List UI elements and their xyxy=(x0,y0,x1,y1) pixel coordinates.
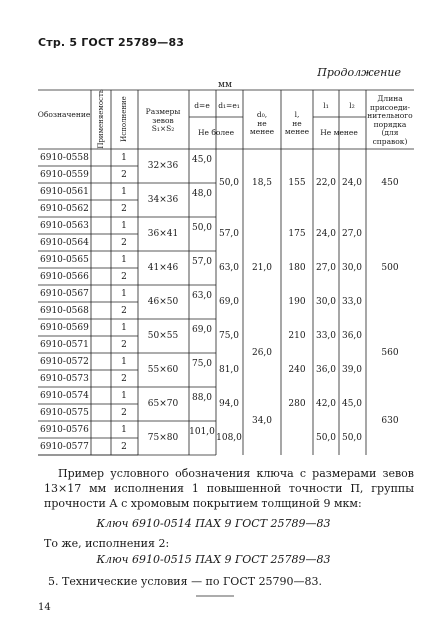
length-cell: 500 xyxy=(381,263,399,273)
table-row-code: 6910-0574 xyxy=(40,391,89,401)
l-cell: 240 xyxy=(288,365,306,375)
l1-cell: 33,0 xyxy=(315,331,337,341)
d-cell: 88,0 xyxy=(191,393,213,403)
size-cell: 50×55 xyxy=(147,331,179,341)
d-cell: 69,0 xyxy=(191,325,213,335)
l-cell: 210 xyxy=(288,331,306,341)
length-cell: 630 xyxy=(381,416,399,426)
l-merged-cell: 280 xyxy=(288,399,306,409)
d1-cell: 57,0 xyxy=(218,229,240,239)
db-cell: 18,5 xyxy=(251,178,273,188)
db-cell: 21,0 xyxy=(251,263,273,273)
d1-cell: 63,0 xyxy=(218,263,240,273)
table-row-code: 6910-0572 xyxy=(40,357,89,367)
page-number: 14 xyxy=(38,602,51,613)
d-cell: 63,0 xyxy=(191,291,213,301)
col-d1: d₁=e₁ xyxy=(218,101,240,110)
table-row-version: 2 xyxy=(121,204,127,214)
table-row-code: 6910-0559 xyxy=(40,170,89,180)
table-row-version: 1 xyxy=(121,187,127,197)
example-code-1: Ключ 6910-0514 ПАХ 9 ГОСТ 25789—83 xyxy=(96,517,331,530)
table-row-code: 6910-0569 xyxy=(40,323,89,333)
size-cell: 65×70 xyxy=(147,399,179,409)
d1-cell: 75,0 xyxy=(218,331,240,341)
table-row-version: 2 xyxy=(121,306,127,316)
table-row-code: 6910-0575 xyxy=(40,408,89,418)
example-code-2: Ключ 6910-0515 ПАХ 9 ГОСТ 25789—83 xyxy=(96,553,331,566)
table-row-code: 6910-0563 xyxy=(40,221,89,231)
d1-cell: 94,0 xyxy=(218,399,240,409)
table-row-version: 1 xyxy=(121,391,127,401)
table-row-code: 6910-0577 xyxy=(40,442,89,452)
table-row-code: 6910-0562 xyxy=(40,204,89,214)
table-row-version: 2 xyxy=(121,170,127,180)
table-row-version: 2 xyxy=(121,374,127,384)
d1-cell: 81,0 xyxy=(218,365,240,375)
col-d: d=e xyxy=(194,101,210,110)
l-cell: 180 xyxy=(288,263,306,273)
l2-cell: 30,0 xyxy=(341,263,363,273)
col-designation: Обозначение xyxy=(37,110,91,119)
col-db: d₀, не менее xyxy=(249,110,275,136)
d1-merged-cell: 50,0 xyxy=(218,178,240,188)
length-cell: 560 xyxy=(381,348,399,358)
l1-merged-cell: 22,0 xyxy=(315,178,337,188)
table-row-version: 1 xyxy=(121,425,127,435)
d-cell: 45,0 xyxy=(191,155,213,165)
table-row-version: 1 xyxy=(121,323,127,333)
col-version: Исполнение xyxy=(120,96,128,142)
d-cell: 101,0 xyxy=(189,427,215,437)
l2-cell: 27,0 xyxy=(341,229,363,239)
page-header: Стр. 5 ГОСТ 25789—83 xyxy=(38,36,185,49)
d-cell: 75,0 xyxy=(191,359,213,369)
db-cell: 34,0 xyxy=(251,416,273,426)
table-row-code: 6910-0564 xyxy=(40,238,89,248)
size-cell: 32×36 xyxy=(147,161,179,171)
col-length: Длина присоеди- нительного порядка (для справок) xyxy=(367,94,413,146)
table-row-version: 2 xyxy=(121,238,127,248)
l1-cell: 36,0 xyxy=(315,365,337,375)
table-row-version: 1 xyxy=(121,255,127,265)
col-l1: l₁ xyxy=(323,101,329,110)
l2-merged-cell: 24,0 xyxy=(341,178,363,188)
table-row-code: 6910-0571 xyxy=(40,340,89,350)
d1-cell: 108,0 xyxy=(216,433,242,443)
l1-cell: 50,0 xyxy=(315,433,337,443)
d-cell: 57,0 xyxy=(191,257,213,267)
l1-cell: 42,0 xyxy=(315,399,337,409)
table-row-version: 2 xyxy=(121,408,127,418)
continuation-label: Продолжение xyxy=(317,66,401,79)
l2-cell: 36,0 xyxy=(341,331,363,341)
table-row-version: 1 xyxy=(121,357,127,367)
item-5: 5. Технические условия — по ГОСТ 25790—83. xyxy=(48,575,323,588)
table-row-version: 2 xyxy=(121,272,127,282)
d-cell: 50,0 xyxy=(191,223,213,233)
db-cell: 26,0 xyxy=(251,348,273,358)
l2-cell: 33,0 xyxy=(341,297,363,307)
same-version-line: То же, исполнения 2: xyxy=(44,537,170,550)
units-label: мм xyxy=(218,80,233,90)
size-cell: 36×41 xyxy=(147,229,179,239)
l-merged-cell: 155 xyxy=(288,178,306,188)
l1-cell: 27,0 xyxy=(315,263,337,273)
size-cell: 46×50 xyxy=(147,297,179,307)
table-row-version: 1 xyxy=(121,289,127,299)
l-cell: 175 xyxy=(288,229,306,239)
table-row-code: 6910-0576 xyxy=(40,425,89,435)
table-row-code: 6910-0565 xyxy=(40,255,89,265)
l2-cell: 50,0 xyxy=(341,433,363,443)
col-l-note: Не менее xyxy=(320,128,358,137)
size-cell: 41×46 xyxy=(147,263,179,273)
l2-cell: 39,0 xyxy=(341,365,363,375)
col-jaw-size: Размеры зевов S₁×S₂ xyxy=(145,107,181,133)
table-row-code: 6910-0566 xyxy=(40,272,89,282)
length-cell: 450 xyxy=(381,178,399,188)
table-row-code: 6910-0567 xyxy=(40,289,89,299)
col-d-note: Не более xyxy=(197,128,235,137)
col-l: l, не менее xyxy=(284,110,310,136)
col-applicability: Применяемость xyxy=(97,89,105,149)
size-cell: 75×80 xyxy=(147,433,179,443)
d1-cell: 69,0 xyxy=(218,297,240,307)
table-row-code: 6910-0573 xyxy=(40,374,89,384)
table-row-code: 6910-0561 xyxy=(40,187,89,197)
table-row-version: 1 xyxy=(121,153,127,163)
size-cell: 34×36 xyxy=(147,195,179,205)
l2-cell: 45,0 xyxy=(341,399,363,409)
l1-cell: 24,0 xyxy=(315,229,337,239)
table-row-code: 6910-0558 xyxy=(40,153,89,163)
table-row-version: 1 xyxy=(121,221,127,231)
size-cell: 55×60 xyxy=(147,365,179,375)
d-cell: 48,0 xyxy=(191,189,213,199)
table-row-version: 2 xyxy=(121,442,127,452)
table-row-version: 2 xyxy=(121,340,127,350)
l1-cell: 30,0 xyxy=(315,297,337,307)
l-cell: 190 xyxy=(288,297,306,307)
col-l2: l₂ xyxy=(349,101,355,110)
example-paragraph: Пример условного обозначения ключа с размерами зевов 13×17 мм исполнения 1 повышенной точности П, группы прочности А с хромовым покрытием толщиной 9 мкм: xyxy=(44,467,414,510)
table-row-code: 6910-0568 xyxy=(40,306,89,316)
